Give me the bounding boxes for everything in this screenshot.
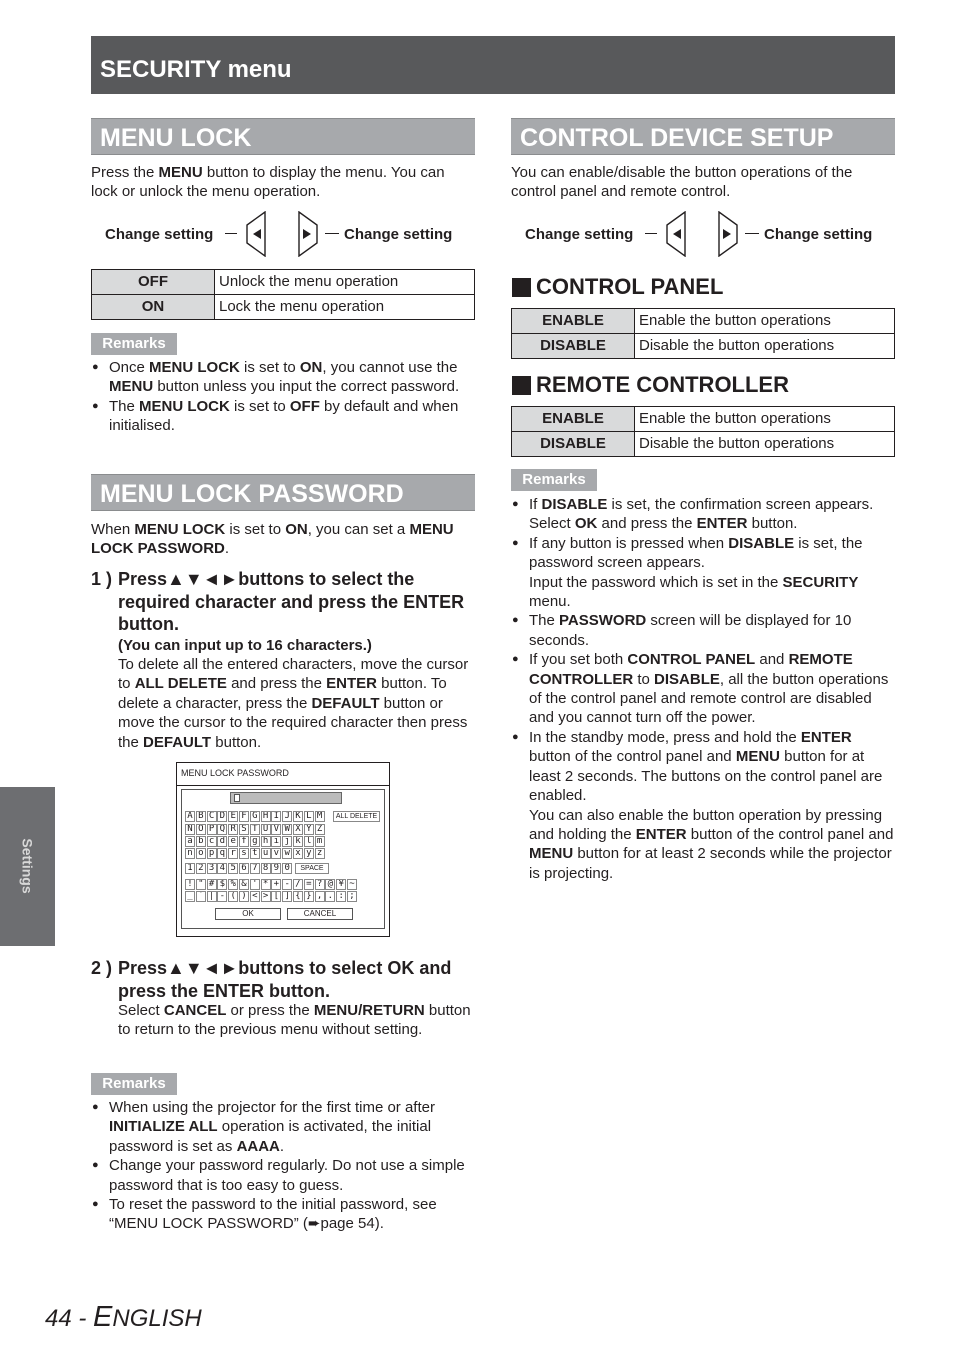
keyboard-key[interactable]: & bbox=[239, 879, 249, 890]
page-footer bbox=[45, 1303, 202, 1333]
table-row[interactable] bbox=[92, 295, 475, 320]
keyboard-key[interactable]: y bbox=[304, 848, 314, 859]
keyboard-key[interactable]: , bbox=[315, 891, 325, 902]
keyboard-key[interactable]: E bbox=[228, 811, 238, 822]
osd-divider bbox=[177, 785, 389, 786]
list-item: ● When using the projector for the first time or after INITIALIZE ALL operation is activated, the initial password is set as AAAA. bbox=[91, 1098, 475, 1156]
right-arrow-button-icon[interactable] bbox=[717, 211, 739, 257]
keyboard-key[interactable]: ¥ bbox=[336, 879, 346, 890]
keyboard-key[interactable]: * bbox=[261, 879, 271, 890]
keyboard-key[interactable]: ' bbox=[250, 879, 260, 890]
keyboard-key[interactable]: A bbox=[185, 811, 195, 822]
subhead-text: REMOTE CONTROLLER bbox=[536, 372, 789, 397]
keyboard-key[interactable]: X bbox=[293, 824, 303, 835]
option-key: DISABLE bbox=[512, 334, 635, 359]
keyboard-key[interactable]: 6 bbox=[239, 863, 249, 874]
table-row[interactable] bbox=[512, 334, 895, 359]
step-note: (You can input up to 16 characters.) bbox=[118, 637, 372, 654]
keyboard-key[interactable]: o bbox=[196, 848, 206, 859]
keyboard-key[interactable]: 5 bbox=[228, 863, 238, 874]
option-key: OFF bbox=[92, 270, 215, 295]
menu-lock-password-screen bbox=[176, 762, 390, 937]
keyboard-key[interactable]: % bbox=[228, 879, 238, 890]
list-item: ● To reset the password to the initial password, see “MENU LOCK PASSWORD” (➨page 54). bbox=[91, 1195, 475, 1234]
menu-lock-password-intro: When MENU LOCK is set to ON, you can set a MENU LOCK PASSWORD. bbox=[91, 521, 454, 558]
keyboard-key[interactable]: b bbox=[196, 836, 206, 847]
keyboard-key[interactable]: ] bbox=[282, 891, 292, 902]
keyboard-key[interactable]: n bbox=[185, 848, 195, 859]
keyboard-key[interactable]: ) bbox=[239, 891, 249, 902]
section-title-text: MENU LOCK bbox=[100, 124, 252, 152]
section-title-text: CONTROL DEVICE SETUP bbox=[520, 124, 834, 152]
option-key: ON bbox=[92, 295, 215, 320]
keyboard-key[interactable]: H bbox=[261, 811, 271, 822]
keyboard-key[interactable]: 0 bbox=[282, 863, 292, 874]
keyboard-key[interactable]: [ bbox=[271, 891, 281, 902]
keyboard-key[interactable]: ! bbox=[185, 879, 195, 890]
keyboard-key[interactable]: G bbox=[250, 811, 260, 822]
all-delete-key[interactable]: ALL DELETE bbox=[333, 811, 380, 822]
step-body: Select CANCEL or press the MENU/RETURN button to return to the previous menu without setting. bbox=[118, 1002, 471, 1039]
keyboard-key[interactable]: $ bbox=[217, 879, 227, 890]
keyboard-key[interactable]: O bbox=[196, 824, 206, 835]
keyboard-key[interactable]: > bbox=[261, 891, 271, 902]
list-item: ● If any button is pressed when DISABLE is set, the password screen appears. Input the password which is set in the SECURITY menu. bbox=[511, 534, 895, 612]
step-heading: Press▲▼◄►buttons to select OK and press the ENTER button. bbox=[118, 958, 452, 1001]
keyboard-key[interactable]: Z bbox=[315, 824, 325, 835]
keyboard-key[interactable]: = bbox=[304, 879, 314, 890]
connector-line bbox=[325, 233, 339, 234]
keyboard-key[interactable]: . bbox=[325, 891, 335, 902]
keyboard-key[interactable]: " bbox=[196, 879, 206, 890]
option-desc: Unlock the menu operation bbox=[215, 270, 475, 295]
left-arrow-button-icon[interactable] bbox=[245, 211, 267, 257]
keyboard-key[interactable]: / bbox=[293, 879, 303, 890]
keyboard-key[interactable]: D bbox=[217, 811, 227, 822]
character-keyboard bbox=[185, 811, 381, 919]
keyboard-key[interactable]: P bbox=[207, 824, 217, 835]
option-desc: Disable the button operations bbox=[635, 334, 895, 359]
option-desc: Enable the button operations bbox=[635, 407, 895, 432]
step-body: To delete all the entered characters, move the cursor to ALL DELETE and press the ENTER button. To delete a character, press the DEFAULT button or move the cursor to the required character then press the DEFAULT button. bbox=[118, 656, 469, 751]
option-key: ENABLE bbox=[512, 407, 635, 432]
keyboard-key[interactable]: _ bbox=[185, 891, 195, 902]
page-number: 44 bbox=[45, 1305, 72, 1332]
password-cursor bbox=[234, 794, 240, 802]
keyboard-key[interactable]: 2 bbox=[196, 863, 206, 874]
subhead-text: CONTROL PANEL bbox=[536, 274, 724, 299]
change-setting-control bbox=[91, 211, 475, 257]
menu-lock-intro: Press the MENU button to display the menu. You can lock or unlock the menu operation. bbox=[91, 164, 445, 201]
square-bullet-icon bbox=[512, 376, 531, 395]
keyboard-key[interactable]: r bbox=[228, 848, 238, 859]
osd-input-area bbox=[181, 789, 385, 929]
control-panel-options-table bbox=[511, 308, 895, 359]
keyboard-key[interactable]: m bbox=[315, 836, 325, 847]
list-item: ● The MENU LOCK is set to OFF by default and when initialised. bbox=[91, 397, 475, 436]
keyboard-key[interactable]: ( bbox=[228, 891, 238, 902]
option-desc: Enable the button operations bbox=[635, 309, 895, 334]
keyboard-key[interactable]: J bbox=[282, 811, 292, 822]
section-title-text: MENU LOCK PASSWORD bbox=[100, 480, 404, 508]
keyboard-key[interactable]: ` bbox=[196, 891, 206, 902]
keyboard-key[interactable]: L bbox=[304, 811, 314, 822]
keyboard-key[interactable]: - bbox=[282, 879, 292, 890]
list-item: ● The PASSWORD screen will be displayed for 10 seconds. bbox=[511, 611, 895, 650]
keyboard-key[interactable]: R bbox=[228, 824, 238, 835]
keyboard-key[interactable]: w bbox=[282, 848, 292, 859]
keyboard-key[interactable]: + bbox=[271, 879, 281, 890]
keyboard-key[interactable]: V bbox=[271, 824, 281, 835]
table-row[interactable] bbox=[512, 309, 895, 334]
section-title-menu-lock-password bbox=[91, 474, 475, 511]
left-arrow-button-icon[interactable] bbox=[665, 211, 687, 257]
keyboard-key[interactable]: K bbox=[293, 811, 303, 822]
password-field[interactable] bbox=[230, 792, 342, 804]
change-setting-right-label: Change setting bbox=[764, 226, 873, 243]
keyboard-key[interactable]: l bbox=[304, 836, 314, 847]
page-header bbox=[91, 36, 895, 94]
keyboard-key[interactable]: 3 bbox=[207, 863, 217, 874]
menu-lock-password-remarks-list bbox=[91, 1098, 475, 1234]
section-title-menu-lock bbox=[91, 118, 475, 155]
keyboard-key[interactable]: x bbox=[293, 848, 303, 859]
change-setting-right-label: Change setting bbox=[344, 226, 453, 243]
menu-lock-remarks-list bbox=[91, 358, 475, 436]
remarks-label: Remarks bbox=[511, 469, 597, 491]
sidebar-tab-label: Settings bbox=[19, 838, 36, 894]
table-row[interactable] bbox=[92, 270, 475, 295]
list-item: ● Change your password regularly. Do not use a simple password that is too easy to guess. bbox=[91, 1156, 475, 1195]
change-setting-left-label: Change setting bbox=[525, 226, 634, 243]
keyboard-key[interactable]: F bbox=[239, 811, 249, 822]
footer-language-rest: NGLISH bbox=[112, 1305, 202, 1332]
keyboard-key[interactable]: t bbox=[250, 848, 260, 859]
option-desc: Lock the menu operation bbox=[215, 295, 475, 320]
keyboard-key[interactable]: k bbox=[293, 836, 303, 847]
keyboard-key[interactable]: p bbox=[207, 848, 217, 859]
remarks-label: Remarks bbox=[91, 333, 177, 355]
remarks-label: Remarks bbox=[91, 1073, 177, 1095]
keyboard-key[interactable]: S bbox=[239, 824, 249, 835]
keyboard-key[interactable]: h bbox=[261, 836, 271, 847]
sidebar-tab-settings[interactable] bbox=[0, 787, 55, 946]
step-number: 2 ) bbox=[91, 958, 113, 978]
keyboard-key[interactable]: M bbox=[315, 811, 325, 822]
keyboard-key[interactable]: Y bbox=[304, 824, 314, 835]
keyboard-key[interactable]: @ bbox=[325, 879, 335, 890]
space-key[interactable]: SPACE bbox=[295, 863, 329, 874]
step-heading: Press▲▼◄►buttons to select the required character and press the ENTER button. bbox=[118, 569, 465, 634]
keyboard-key[interactable]: f bbox=[239, 836, 249, 847]
keyboard-key[interactable]: | bbox=[207, 891, 217, 902]
keyboard-key[interactable]: c bbox=[207, 836, 217, 847]
keyboard-key[interactable]: g bbox=[250, 836, 260, 847]
list-item: ● If DISABLE is set, the confirmation screen appears. Select OK and press the ENTER button. bbox=[511, 495, 895, 534]
keyboard-key[interactable]: 1 bbox=[185, 863, 195, 874]
connector-line bbox=[645, 233, 657, 234]
keyboard-key[interactable]: ; bbox=[347, 891, 357, 902]
connector-line bbox=[225, 233, 237, 234]
keyboard-key[interactable]: i bbox=[271, 836, 281, 847]
control-device-remarks-list bbox=[511, 495, 895, 883]
change-setting-left-label: Change setting bbox=[105, 226, 214, 243]
keyboard-key[interactable]: z bbox=[315, 848, 325, 859]
option-key: ENABLE bbox=[512, 309, 635, 334]
keyboard-key[interactable]: U bbox=[261, 824, 271, 835]
step-number: 1 ) bbox=[91, 569, 113, 589]
keyboard-key[interactable]: ~ bbox=[347, 879, 357, 890]
keyboard-key[interactable]: e bbox=[228, 836, 238, 847]
footer-separator: - bbox=[71, 1305, 94, 1332]
keyboard-key[interactable]: < bbox=[250, 891, 260, 902]
page-header-title: SECURITY menu bbox=[100, 56, 292, 83]
keyboard-key[interactable]: - bbox=[217, 891, 227, 902]
keyboard-key[interactable]: { bbox=[293, 891, 303, 902]
keyboard-key[interactable]: W bbox=[282, 824, 292, 835]
right-arrow-button-icon[interactable] bbox=[297, 211, 319, 257]
keyboard-key[interactable]: j bbox=[282, 836, 292, 847]
keyboard-key[interactable]: B bbox=[196, 811, 206, 822]
keyboard-key[interactable]: # bbox=[207, 879, 217, 890]
keyboard-key[interactable]: 9 bbox=[271, 863, 281, 874]
keyboard-key[interactable]: I bbox=[271, 811, 281, 822]
remote-controller-options-table bbox=[511, 406, 895, 457]
keyboard-key[interactable]: T bbox=[250, 824, 260, 835]
list-item: ● If you set both CONTROL PANEL and REMOTE CONTROLLER to DISABLE, all the button operations of the control panel and remote control are disabled and you cannot turn off the power. bbox=[511, 650, 895, 728]
keyboard-key[interactable]: 8 bbox=[261, 863, 271, 874]
list-item: ● In the standby mode, press and hold the ENTER button of the control panel and MENU button for at least 2 seconds. The buttons on the control panel are enabled. You can also enable the button operation by pressing and holding the ENTER button of the control panel and MENU button for at least 2 seconds while the projector is projecting. bbox=[511, 728, 895, 883]
option-key: DISABLE bbox=[512, 432, 635, 457]
cancel-button[interactable]: CANCEL bbox=[287, 908, 353, 920]
keyboard-key[interactable]: N bbox=[185, 824, 195, 835]
keyboard-key[interactable]: u bbox=[261, 848, 271, 859]
keyboard-key[interactable]: } bbox=[304, 891, 314, 902]
control-device-intro: You can enable/disable the button operations of the control panel and remote control. bbox=[511, 164, 853, 201]
keyboard-key[interactable]: 4 bbox=[217, 863, 227, 874]
connector-line bbox=[745, 233, 759, 234]
osd-title: MENU LOCK PASSWORD bbox=[181, 768, 289, 778]
keyboard-key[interactable]: ? bbox=[315, 879, 325, 890]
ok-button[interactable]: OK bbox=[215, 908, 281, 920]
list-item: ● Once MENU LOCK is set to ON, you cannot use the MENU button unless you input the correct password. bbox=[91, 358, 475, 397]
table-row[interactable] bbox=[512, 407, 895, 432]
change-setting-control bbox=[511, 211, 895, 257]
keyboard-key[interactable]: d bbox=[217, 836, 227, 847]
keyboard-key[interactable]: C bbox=[207, 811, 217, 822]
keyboard-key[interactable]: a bbox=[185, 836, 195, 847]
table-row[interactable] bbox=[512, 432, 895, 457]
keyboard-key[interactable]: v bbox=[271, 848, 281, 859]
keyboard-key[interactable]: : bbox=[336, 891, 346, 902]
footer-language-initial: E bbox=[93, 1301, 113, 1333]
keyboard-key[interactable]: s bbox=[239, 848, 249, 859]
option-desc: Disable the button operations bbox=[635, 432, 895, 457]
keyboard-key[interactable]: 7 bbox=[250, 863, 260, 874]
menu-lock-options-table bbox=[91, 269, 475, 320]
keyboard-key[interactable]: Q bbox=[217, 824, 227, 835]
keyboard-key[interactable]: q bbox=[217, 848, 227, 859]
square-bullet-icon bbox=[512, 278, 531, 297]
section-title-control-device-setup bbox=[511, 118, 895, 155]
